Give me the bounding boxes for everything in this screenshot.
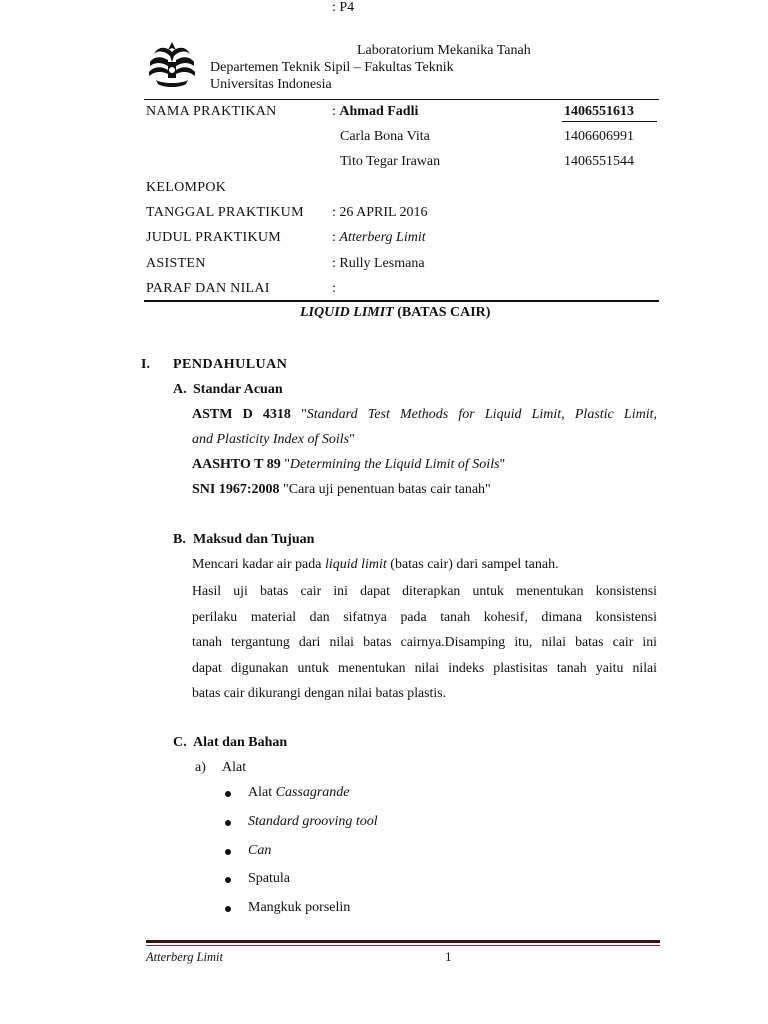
tool-italic: Standard grooving tool xyxy=(248,814,378,829)
kelompok-text: P4 xyxy=(339,0,355,15)
member-1-underline xyxy=(562,121,657,122)
footer-rule-red xyxy=(146,945,660,946)
aashto-code: AASHTO T 89 xyxy=(192,457,281,472)
sni-code: SNI 1967:2008 xyxy=(192,482,280,497)
subsection-c-label: C. xyxy=(173,735,187,750)
tool-item xyxy=(248,871,290,887)
bullet-icon xyxy=(225,906,231,912)
bullet-icon xyxy=(225,849,231,855)
judul-value xyxy=(332,230,426,246)
purpose-italic: liquid limit xyxy=(324,557,387,572)
kelompok-label: KELOMPOK xyxy=(146,180,227,195)
page-number: 1 xyxy=(445,949,452,964)
tool-text: Mangkuk porselin xyxy=(248,900,351,915)
tanggal-value xyxy=(332,205,428,221)
subsection-c-title: Alat dan Bahan xyxy=(193,735,288,750)
paraf-label: PARAF DAN NILAI xyxy=(146,281,270,296)
sni-title: "Cara uji penentuan batas cair tanah" xyxy=(279,482,491,497)
purpose-paragraph xyxy=(192,578,657,706)
aashto-title: Determining the Liquid Limit of Soils xyxy=(289,457,500,472)
astm-title-2: and Plasticity Index of Soils xyxy=(192,432,350,447)
aashto-line xyxy=(192,457,505,473)
nama-praktikan-label: NAMA PRAKTIKAN xyxy=(146,104,277,119)
colon: : xyxy=(332,256,336,271)
astm-title-1: Standard Test Methods for Liquid Limit, Plastic Limit, xyxy=(306,407,657,422)
tool-italic: Can xyxy=(248,843,272,858)
astm-code: ASTM D 4318 xyxy=(192,407,291,422)
astm-line-1 xyxy=(192,407,657,423)
tool-italic: Cassagrande xyxy=(275,785,350,800)
header-rule xyxy=(144,99,659,100)
header-department: Departemen Teknik Sipil – Fakultas Teknik xyxy=(210,60,454,75)
paragraph-line: perilaku material dan sifatnya pada tanah kohesif, dimana konsistensi xyxy=(192,608,657,624)
bullet-icon xyxy=(225,791,231,797)
member-1-name xyxy=(332,104,418,120)
member-2-nim: 1406606991 xyxy=(564,129,634,144)
section-1-title: PENDAHULUAN xyxy=(173,357,288,372)
tool-item xyxy=(248,843,271,859)
tool-item xyxy=(248,900,350,916)
colon: : xyxy=(332,104,336,119)
asisten-text: Rully Lesmana xyxy=(339,256,425,271)
judul-label: JUDUL PRAKTIKUM xyxy=(146,230,282,245)
tool-item xyxy=(248,785,350,801)
quote: " xyxy=(280,457,290,472)
footer-rule-dark xyxy=(146,940,660,943)
header-university: Universitas Indonesia xyxy=(210,77,332,92)
purpose-post: (batas cair) dari sampel tanah. xyxy=(386,557,559,572)
subsection-a-title: Standar Acuan xyxy=(193,382,283,397)
tool-item xyxy=(248,814,378,830)
member-name: Ahmad Fadli xyxy=(339,104,419,119)
section-1-number: I. xyxy=(141,357,150,372)
paragraph-line: tanah tergantung dari nilai batas cairnya.Disamping itu, nilai batas cair ini xyxy=(192,634,657,649)
title-italic: LIQUID LIMIT xyxy=(300,305,394,320)
bullet-icon xyxy=(225,877,231,883)
sub-a-label: a) xyxy=(195,760,206,775)
tool-text: Alat xyxy=(248,785,276,800)
subsection-b-label: B. xyxy=(173,532,186,547)
document-title xyxy=(300,305,490,321)
subsection-a-label: A. xyxy=(173,382,187,397)
colon: : xyxy=(332,205,336,220)
info-bottom-rule xyxy=(144,300,659,302)
colon: : xyxy=(332,230,336,245)
purpose-line xyxy=(192,557,559,573)
quote: " xyxy=(301,407,307,422)
kelompok-value xyxy=(332,0,354,16)
quote: " xyxy=(349,432,355,447)
header-lab: Laboratorium Mekanika Tanah xyxy=(357,43,531,58)
judul-text: Atterberg Limit xyxy=(339,230,426,245)
member-3-name: Tito Tegar Irawan xyxy=(340,154,441,169)
tool-text: Spatula xyxy=(248,871,290,886)
university-logo-icon xyxy=(146,40,198,90)
paragraph-line: Hasil uji batas cair ini dapat diterapkan untuk menentukan konsistensi xyxy=(192,583,657,598)
paragraph-line: dapat digunakan untuk menentukan nilai indeks plastisitas tanah yaitu nilai xyxy=(192,659,657,675)
asisten-label: ASISTEN xyxy=(146,256,206,271)
sub-a-title: Alat xyxy=(222,760,247,775)
purpose-pre: Mencari kadar air pada xyxy=(192,557,325,572)
astm-line-2 xyxy=(192,432,355,448)
tanggal-text: 26 APRIL 2016 xyxy=(339,205,428,220)
paraf-value: : xyxy=(332,281,336,296)
bullet-icon xyxy=(225,820,231,826)
member-3-nim: 1406551544 xyxy=(564,154,634,169)
title-rest: (BATAS CAIR) xyxy=(393,305,491,320)
sni-line xyxy=(192,482,491,498)
footer-title: Atterberg Limit xyxy=(146,950,223,964)
asisten-value xyxy=(332,256,425,272)
tanggal-label: TANGGAL PRAKTIKUM xyxy=(146,205,304,220)
member-2-name: Carla Bona Vita xyxy=(340,129,430,144)
colon: : xyxy=(332,0,336,15)
subsection-b-title: Maksud dan Tujuan xyxy=(193,532,315,547)
quote: " xyxy=(499,457,506,472)
member-1-nim: 1406551613 xyxy=(564,104,634,119)
paragraph-line: batas cair dikurangi dengan nilai batas plastis. xyxy=(192,685,447,700)
